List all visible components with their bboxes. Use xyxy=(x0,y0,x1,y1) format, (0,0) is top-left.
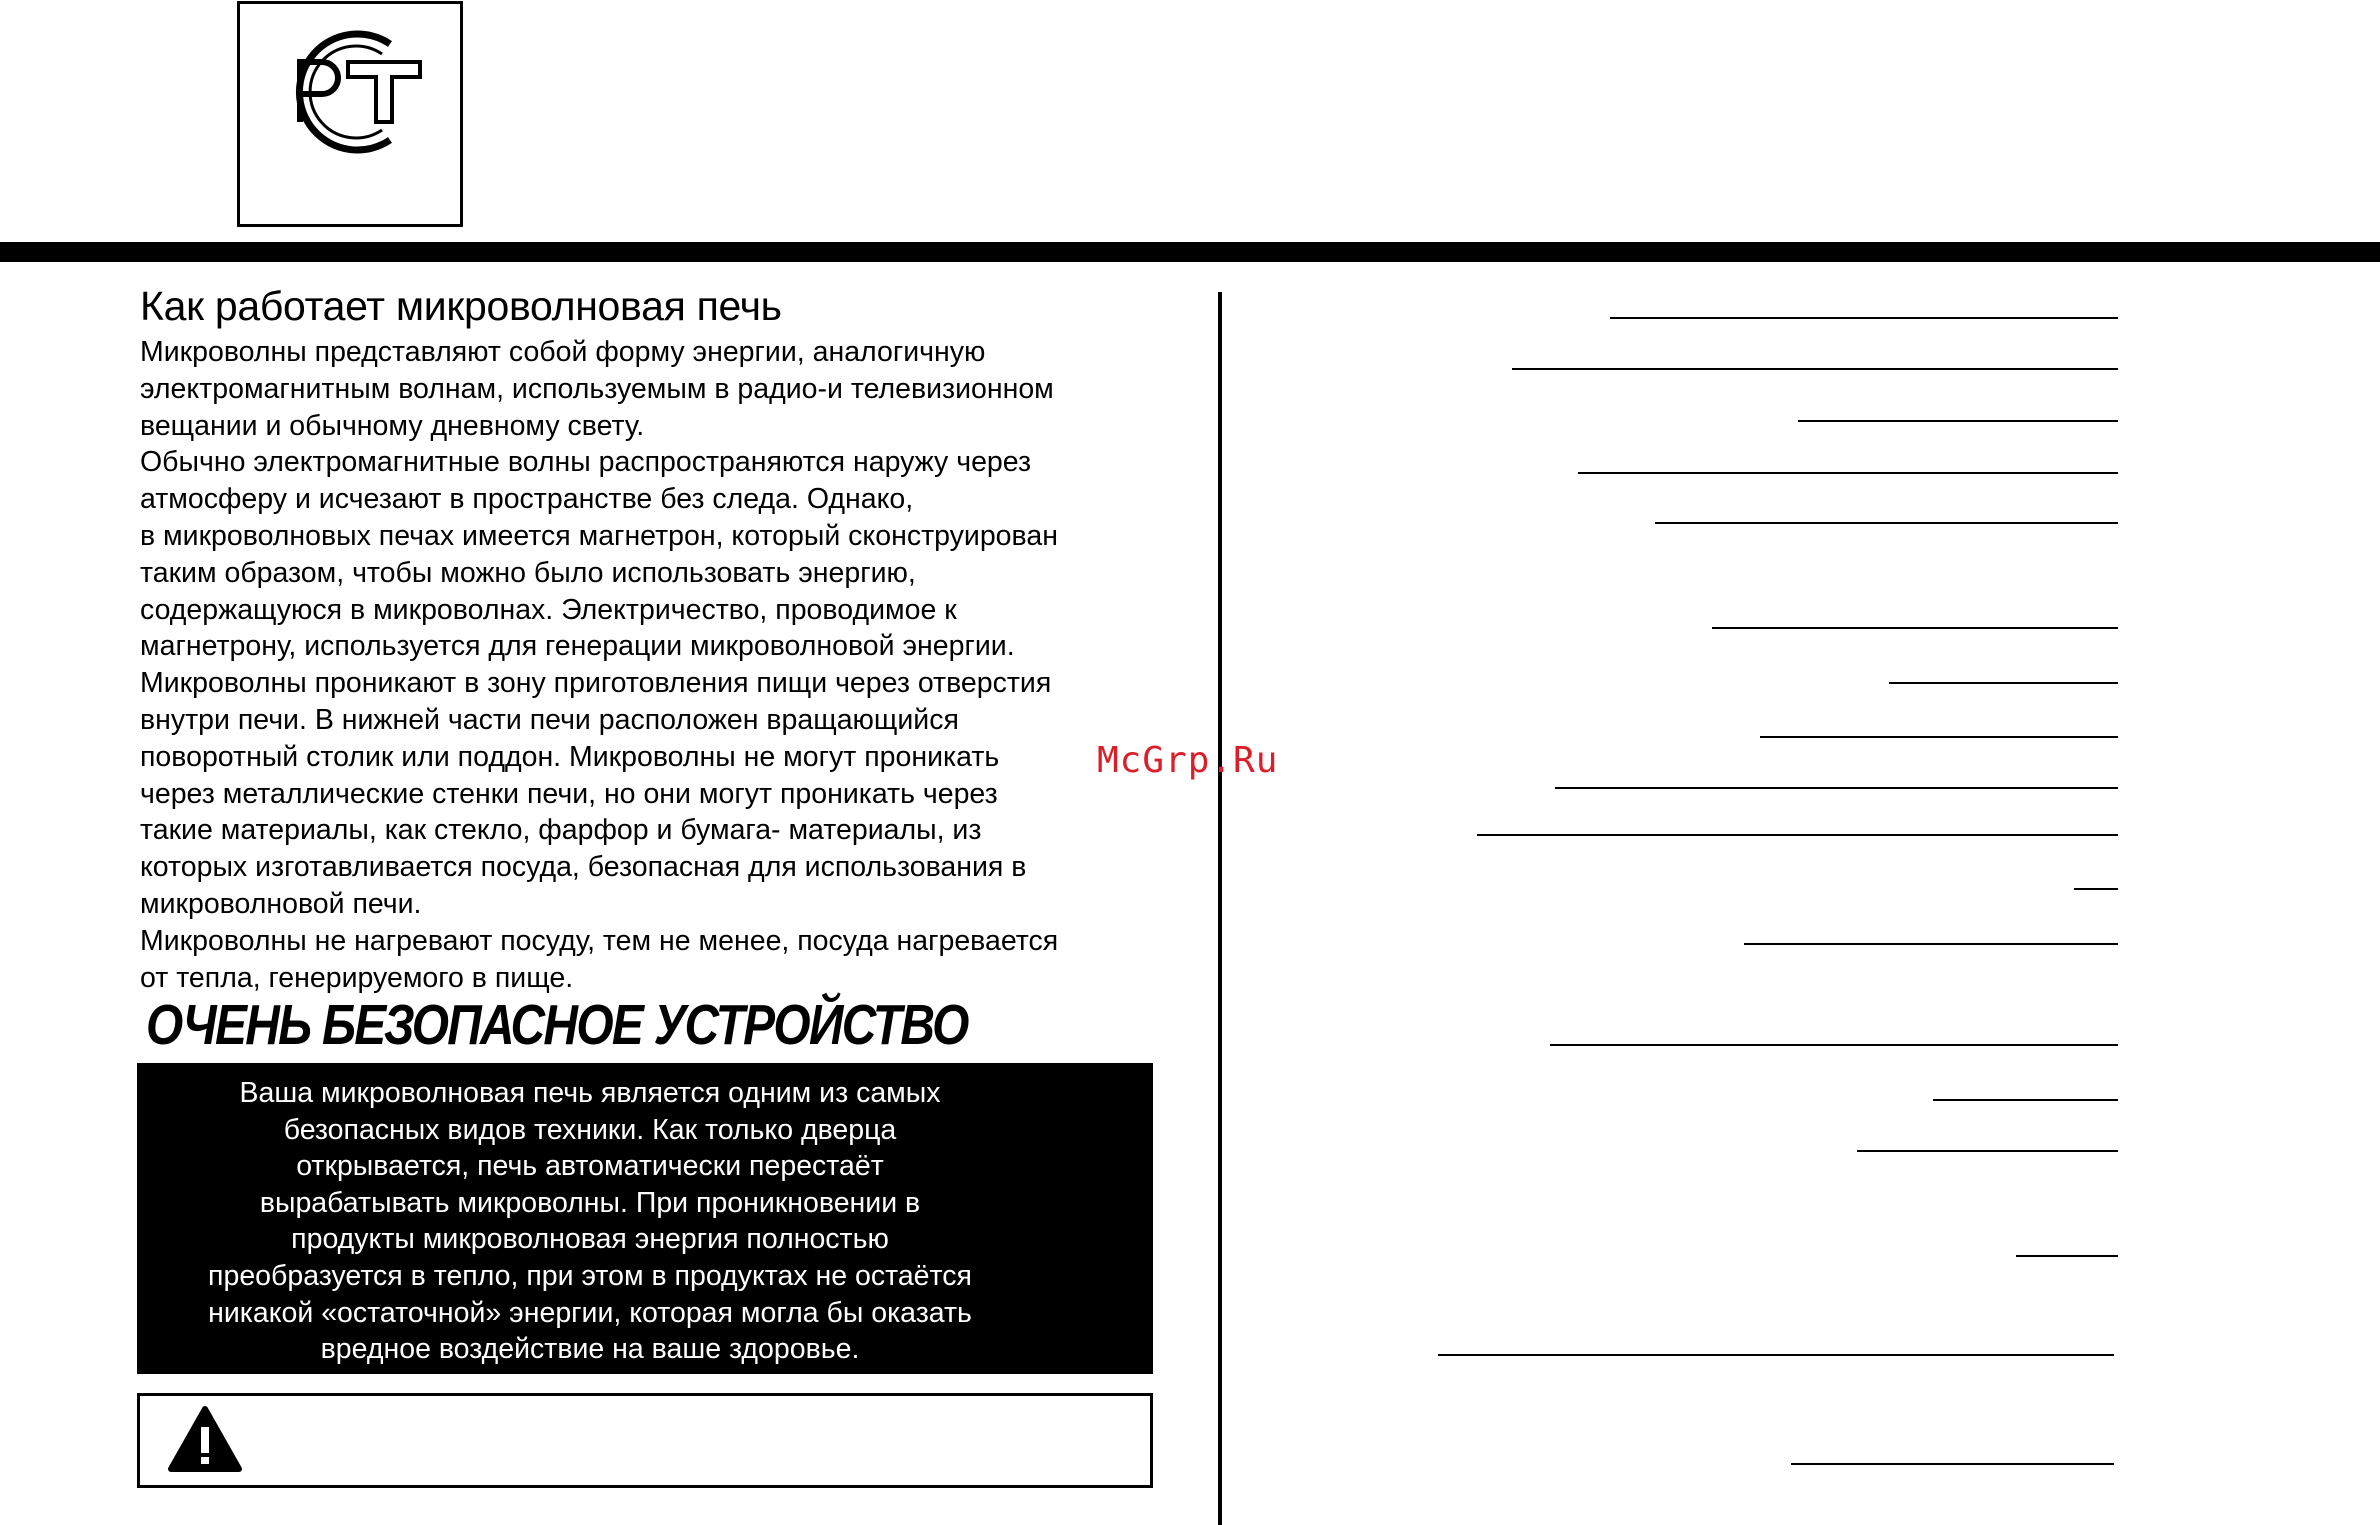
safety-heading: ОЧЕНЬ БЕЗОПАСНОЕ УСТРОЙСТВО xyxy=(146,993,968,1057)
safety-info-box xyxy=(137,1063,1153,1374)
warning-box xyxy=(137,1393,1153,1488)
certification-logo xyxy=(237,1,463,227)
right-rule xyxy=(1712,627,2118,629)
safety-info-text: Ваша микроволновая печь является одним из самых безопасных видов техники. Как только дверца открывается, печь автоматически перестаёт вырабатывать микроволны. При проникновении в продукты микроволновая энергия полностью преобразуется в тепло, при этом в продуктах не остаётся никакой «остаточной» энергии, которая могла бы оказать вредное воздействие на ваше здоровье. xyxy=(208,1077,972,1366)
section-title: Как работает микроволновая печь xyxy=(140,283,782,329)
left-column xyxy=(140,278,1130,996)
right-rule xyxy=(1477,834,2118,836)
right-rule xyxy=(1933,1099,2118,1101)
right-rule xyxy=(1512,368,2118,370)
paragraph-2: Обычно электромагнитные волны распространяются наружу через атмосферу и исчезают в пространстве без следа. Однако, в микроволновых печах имеется магнетрон, который сконструирован таким образом, чтобы можно было использовать энергию, содержащуюся в микроволнах. Электричество, проводимое к магнетрону, используется для генерации микроволновой энергии. xyxy=(140,446,1058,663)
right-rule xyxy=(1555,787,2118,789)
rst-certification-mark-icon xyxy=(270,22,440,162)
right-rule xyxy=(2016,1255,2118,1257)
right-rule xyxy=(1438,1354,2114,1356)
right-rule xyxy=(1889,682,2118,684)
right-rule xyxy=(1655,522,2118,524)
right-rule xyxy=(1791,1463,2114,1465)
right-rule xyxy=(1744,943,2118,945)
warning-triangle-icon xyxy=(167,1405,243,1475)
right-rule xyxy=(1798,420,2118,422)
column-divider xyxy=(1218,292,1222,1525)
right-rule xyxy=(1857,1150,2118,1152)
right-rule xyxy=(2074,888,2118,890)
paragraph-4: Микроволны не нагревают посуду, тем не менее, посуда нагревается от тепла, генерируемого в пище. xyxy=(140,924,1059,994)
paragraph-3: Микроволны проникают в зону приготовления пищи через отверстия внутри печи. В нижней части печи расположен вращающийся поворотный столик или поддон. Микроволны не могут проникать через металлические стенки печи, но они могут проникать через такие материалы, как стекло, фарфор и бумага- материалы, из которых изготавливается посуда, безопасная для использования в микроволновой печи. xyxy=(140,667,1052,920)
right-rule xyxy=(1578,472,2118,474)
right-rule xyxy=(1760,736,2118,738)
paragraph-1: Микроволны представляют собой форму энергии, аналогичную электромагнитным волнам, используемым в радио-и телевизионном вещании и обычному дневному свету. xyxy=(140,336,1054,442)
right-rule xyxy=(1550,1044,2118,1046)
header-rule xyxy=(0,242,2380,262)
watermark: McGrp.Ru xyxy=(1097,740,1279,781)
right-rule xyxy=(1610,317,2118,319)
